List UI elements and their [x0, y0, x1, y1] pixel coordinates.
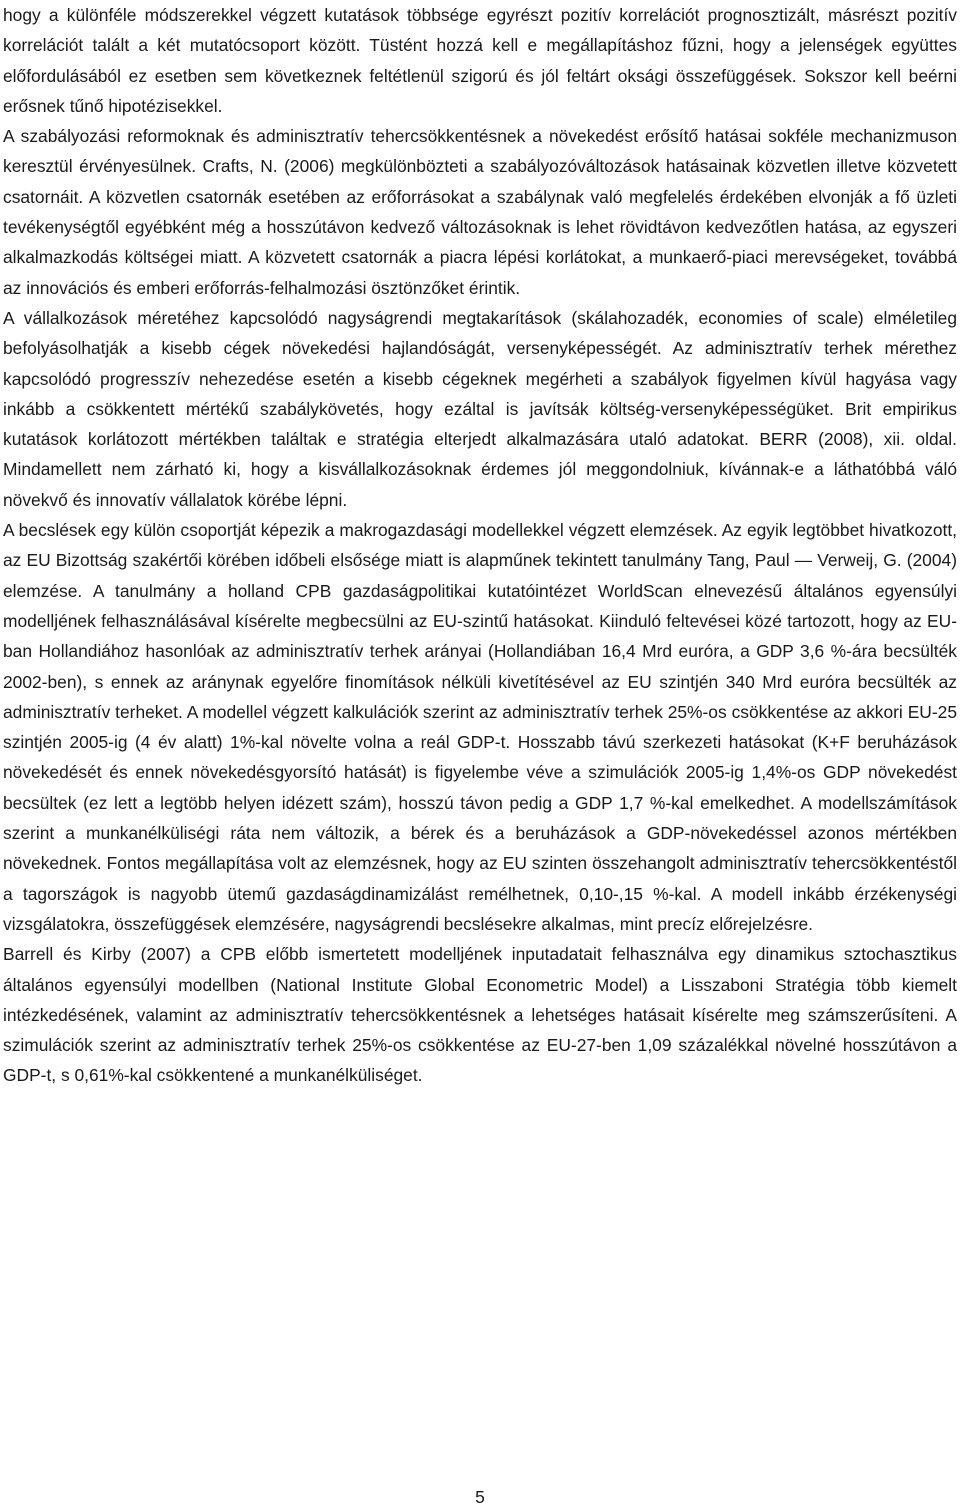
paragraph-barrell-kirby: Barrell és Kirby (2007) a CPB előbb ismertetett modelljének inputadatait felhasználva egy dinamikus sztochasztikus általános egyensúlyi modellben (National Institute Global Econometric Model) a Lisszaboni Stratégia több kiemelt intézkedésének, valamint az adminisztratív tehercsökkentésnek a lehetséges hatásait kísérelte meg számszerűsíteni. A szimulációk szerint az adminisztratív terhek 25%-os csökkentése az EU-27-ben 1,09 százalékkal növelné hosszútávon a GDP-t, s 0,61%-kal csökkentené a munkanélküliséget. — [3, 944, 957, 1086]
paragraph-economies-of-scale: A vállalkozások méretéhez kapcsolódó nagyságrendi megtakarítások (skálahozadék, economies of scale) elméletileg befolyásolhatják a kisebb cégek növekedési hajlandóságát, versenyképességét. Az adminisztratív terhek mérethez kapcsolódó progresszív nehezedése esetén a kisebb cégeknek megérheti a szabályok figyelmen kívül hagyása vagy inkább a csökkentett mértékű szabálykövetés, hogy ezáltal is javítsák költség-versenyképességüket. Brit empirikus kutatások korlátozott mértékben találtak e stratégia elterjedt alkalmazására utaló adatokat. BERR (2008), xii. oldal. Mindamellett nem zárható ki, hogy a kisvállalkozásoknak érdemes jól meggondolniuk, kívánnak-e a láthatóbbá váló növekvő és innovatív vállalatok körébe lépni. — [3, 307, 957, 510]
paragraph-macro-estimates: A becslések egy külön csoportját képezik a makrogazdasági modellekkel végzett elemzések. Az egyik legtöbbet hivatkozott, az EU Bizottság szakértői körében időbeli elsősége miatt is alapműnek tekintett tanulmány Tang, Paul — Verweij, G. (2004) elemzése. A tanulmány a holland CPB gazdaságpolitikai kutatóintézet WorldScan elnevezésű általános egyensúlyi modelljének felhasználásával kísérelte megbecsülni az EU-szintű hatásokat. Kiinduló feltevései közé tartozott, hogy az EU-ban Hollandiához hasonlóak az adminisztratív terhek arányai (Hollandiában 16,4 Mrd euróra, a GDP 3,6 %-ára becsülték 2002-ben), s ennek az aránynak egyelőre finomítások nélküli kivetítésével az EU szintjén 340 Mrd euróra becsülték az adminisztratív terheket. A modellel végzett kalkulációk szerint az adminisztratív terhek 25%-os csökkentése az akkori EU-25 szintjén 2005-ig (4 év alatt) 1%-kal növelte volna a reál GDP-t. Hosszabb távú szerkezeti hatásokat (K+F beruházások növekedését és ennek növekedésgyorsító hatását) is figyelembe véve a szimulációk 2005-ig 1,4%-os GDP növekedést becsültek (ez lett a legtöbb helyen idézett szám), hosszú távon pedig a GDP 1,7 %-kal emelkedhet. A modellszámítások szerint a munkanélküliségi ráta nem változik, a bérek és a beruházások a GDP-növekedéssel azonos mértékben növekednek. Fontos megállapítása volt az elemzésnek, hogy az EU szinten összehangolt adminisztratív tehercsökkentéstől a tagországok is nagyobb ütemű gazdaságdinamizálást remélhetnek, 0,10-,15 %-kal. A modell inkább érzékenységi vizsgálatokra, összefüggések elemzésére, nagyságrendi becslésekre alkalmas, mint precíz előrejelzésre. — [3, 520, 957, 934]
paragraph-regulation-channels: A szabályozási reformoknak és adminisztratív tehercsökkentésnek a növekedést erősítő hatásai sokféle mechanizmuson keresztül érvényesülnek. Crafts, N. (2006) megkülönbözteti a szabályozóváltozások hatásainak közvetlen illetve közvetett csatornáit. A közvetlen csatornák esetében az erőforrásokat a szabálynak való megfelelés érdekében elvonják a fő üzleti tevékenységtől egyébként még a hosszútávon kedvező változásoknak is lehet rövidtávon kedvezőtlen hatása, az egyszeri alkalmazkodás költségei miatt. A közvetett csatornák a piacra lépési korlátokat, a munkaerő-piaci merevségeket, továbbá az innovációs és emberi erőforrás-felhalmozási ösztönzőket érintik. — [3, 126, 957, 298]
paragraph-causality: hogy a különféle módszerekkel végzett kutatások többsége egyrészt pozitív korrelációt prognosztizált, másrészt pozitív korrelációt talált a két mutatócsoport között. Tüstént hozzá kell e megállapításhoz fűzni, hogy a jelenségek együttes előfordulásából ez esetben sem következnek feltétlenül szigorú és jól feltárt oksági összefüggések. Sokszor kell beérni erősnek tűnő hipotézisekkel. — [3, 5, 957, 116]
page-number: 5 — [475, 1487, 485, 1507]
